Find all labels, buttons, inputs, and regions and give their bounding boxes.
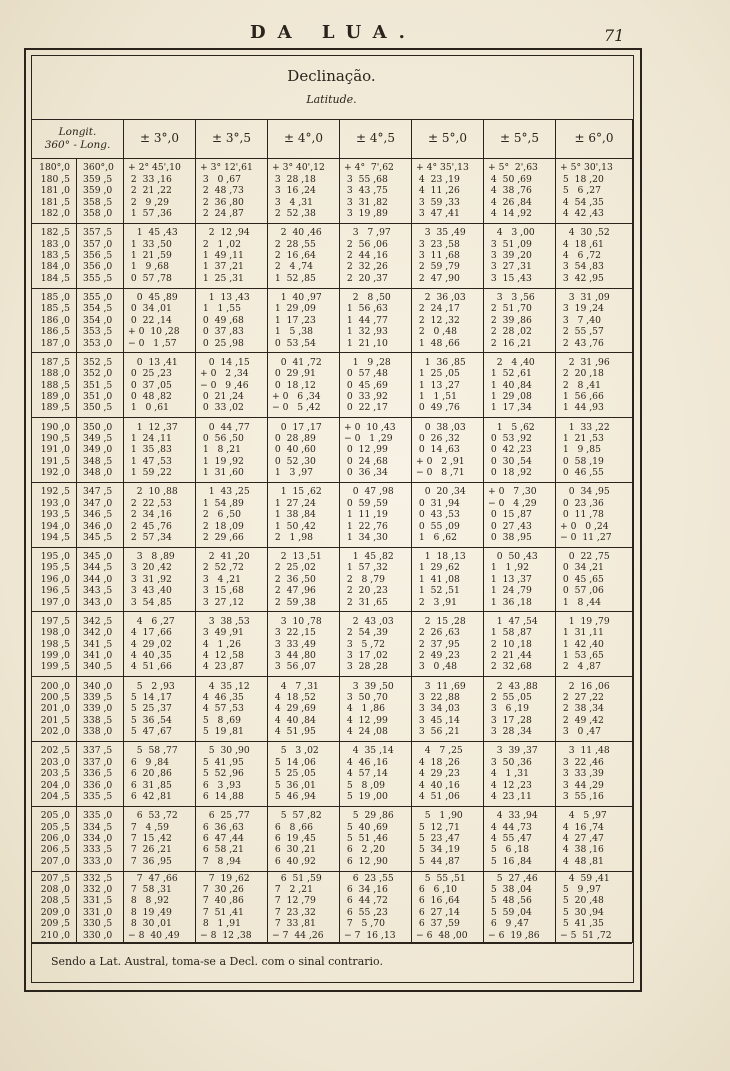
table-row [32, 612, 633, 677]
page-number: 71 [604, 26, 625, 45]
lat-header: ± 4°,5 [340, 120, 412, 159]
table-subtitle: Latitude. [306, 93, 357, 106]
declination-cell: 3 7 ,97 2 56 ,06 2 44 ,16 2 32 ,26 2 20 ,37 [340, 223, 412, 288]
footer-note: Sendo a Lat. Austral, toma-se a Decl. com o sinal contrario. [51, 955, 383, 968]
table-row [32, 159, 633, 224]
running-title: DA LUA. [250, 22, 417, 43]
declination-cell: 3 39 ,37 3 50 ,36 4 1 ,31 4 12 ,23 4 23 ,11 [484, 742, 556, 807]
longitude-complement-cell: 350 ,0 349 ,5 349 ,0 348 ,5 348 ,0 [77, 418, 124, 483]
declination-cell: 4 7 ,25 4 18 ,26 4 29 ,23 4 40 ,16 4 51 ,06 [412, 742, 484, 807]
declination-cell: 3 38 ,53 3 49 ,91 4 1 ,26 4 12 ,58 4 23 ,87 [196, 612, 268, 677]
declination-cell: 2 31 ,96 2 20 ,18 2 8 ,41 1 56 ,66 1 44 ,93 [556, 353, 633, 418]
declination-cell: 3 35 ,49 3 23 ,58 3 11 ,68 2 59 ,79 2 47 ,90 [412, 223, 484, 288]
longitude-cell: 187 ,5 188 ,0 188 ,5 189 ,0 189 ,5 [32, 353, 77, 418]
table-row [32, 288, 633, 353]
header-row [32, 120, 633, 159]
declination-cell: 4 5 ,97 4 16 ,74 4 27 ,47 4 38 ,16 4 48 ,81 [556, 806, 633, 871]
declination-cell: 2 43 ,88 2 55 ,05 3 6 ,19 3 17 ,28 3 28 ,34 [484, 677, 556, 742]
declination-cell: 2 36 ,03 2 24 ,17 2 12 ,32 2 0 ,48 1 48 ,66 [412, 288, 484, 353]
longitude-complement-cell: 357 ,5 357 ,0 356 ,5 356 ,0 355 ,5 [77, 223, 124, 288]
declination-cell: + 5° 30',13 5 18 ,20 5 6 ,27 4 54 ,35 4 42 ,43 [556, 159, 633, 224]
longitude-cell: 200 ,0 200 ,5 201 ,0 201 ,5 202 ,0 [32, 677, 77, 742]
declination-cell: + 0 10 ,43 − 0 1 ,29 0 12 ,99 0 24 ,68 0 36 ,34 [340, 418, 412, 483]
declination-cell: 4 33 ,94 4 44 ,73 4 55 ,47 5 6 ,18 5 16 ,84 [484, 806, 556, 871]
declination-cell: 5 58 ,77 6 9 ,84 6 20 ,86 6 31 ,85 6 42 ,81 [124, 742, 196, 807]
declination-cell: + 2° 45',10 2 33 ,16 2 21 ,22 2 9 ,29 1 57 ,36 [124, 159, 196, 224]
declination-table [31, 119, 633, 943]
declination-cell: 6 25 ,77 6 36 ,63 6 47 ,44 6 58 ,21 7 8 ,94 [196, 806, 268, 871]
declination-cell: 2 13 ,51 2 25 ,02 2 36 ,50 2 47 ,96 2 59 ,38 [268, 547, 340, 612]
longitude-complement-cell: 342 ,5 342 ,0 341 ,5 341 ,0 340 ,5 [77, 612, 124, 677]
declination-cell: 5 1 ,90 5 12 ,71 5 23 ,47 5 34 ,19 5 44 ,87 [412, 806, 484, 871]
declination-cell: 3 39 ,50 3 50 ,70 4 1 ,86 4 12 ,99 4 24 ,08 [340, 677, 412, 742]
declination-cell: 1 15 ,62 1 27 ,24 1 38 ,84 1 50 ,42 2 1 ,98 [268, 482, 340, 547]
longitude-complement-cell: 347 ,5 347 ,0 346 ,5 346 ,0 345 ,5 [77, 482, 124, 547]
longitude-complement-cell: 340 ,0 339 ,5 339 ,0 338 ,5 338 ,0 [77, 677, 124, 742]
table-row [32, 482, 633, 547]
table-row [32, 223, 633, 288]
lat-header: ± 5°,5 [484, 120, 556, 159]
longitude-header: Longit. 360° - Long. [32, 120, 124, 159]
declination-cell: 1 47 ,54 1 58 ,87 2 10 ,18 2 21 ,44 2 32 ,68 [484, 612, 556, 677]
table-row [32, 547, 633, 612]
declination-cell: 3 10 ,78 3 22 ,15 3 33 ,49 3 44 ,80 3 56 ,07 [268, 612, 340, 677]
longitude-complement-cell: 352 ,5 352 ,0 351 ,5 351 ,0 350 ,5 [77, 353, 124, 418]
declination-cell: + 4° 35',13 4 23 ,19 4 11 ,26 3 59 ,33 3 47 ,41 [412, 159, 484, 224]
table-title: Declinação. [287, 67, 376, 85]
declination-cell: 0 45 ,89 0 34 ,01 0 22 ,14 + 0 10 ,28 − 0 1 ,57 [124, 288, 196, 353]
declination-cell: 1 45 ,43 1 33 ,50 1 21 ,59 1 9 ,68 0 57 ,78 [124, 223, 196, 288]
declination-cell: 0 14 ,15 + 0 2 ,34 − 0 9 ,46 0 21 ,24 0 33 ,02 [196, 353, 268, 418]
table-row [32, 353, 633, 418]
declination-cell: 6 23 ,55 6 34 ,16 6 44 ,72 6 55 ,23 7 5 ,70 − 7 16 ,13 [340, 871, 412, 942]
declination-cell: 1 40 ,97 1 29 ,09 1 17 ,23 1 5 ,38 0 53 ,54 [268, 288, 340, 353]
declination-cell: 5 29 ,86 5 40 ,69 5 51 ,46 6 2 ,20 6 12 ,90 [340, 806, 412, 871]
longitude-cell: 205 ,0 205 ,5 206 ,0 206 ,5 207 ,0 [32, 806, 77, 871]
declination-cell: 3 3 ,56 2 51 ,70 2 39 ,86 2 28 ,02 2 16 ,21 [484, 288, 556, 353]
longitude-cell: 180°,0 180 ,5 181 ,0 181 ,5 182 ,0 [32, 159, 77, 224]
declination-cell: 0 41 ,72 0 29 ,91 0 18 ,12 + 0 6 ,34 − 0 5 ,42 [268, 353, 340, 418]
declination-cell: + 4° 7',62 3 55 ,68 3 43 ,75 3 31 ,82 3 19 ,89 [340, 159, 412, 224]
declination-cell: 1 45 ,82 1 57 ,32 2 8 ,79 2 20 ,23 2 31 ,65 [340, 547, 412, 612]
declination-cell: 2 8 ,50 1 56 ,63 1 44 ,77 1 32 ,93 1 21 ,10 [340, 288, 412, 353]
longitude-cell: 197 ,5 198 ,0 198 ,5 199 ,0 199 ,5 [32, 612, 77, 677]
declination-cell: 0 20 ,34 0 31 ,94 0 43 ,53 0 55 ,09 1 6 ,62 [412, 482, 484, 547]
declination-cell: + 0 7 ,30 − 0 4 ,29 0 15 ,87 0 27 ,43 0 38 ,95 [484, 482, 556, 547]
declination-cell: 1 43 ,25 1 54 ,89 2 6 ,50 2 18 ,09 2 29 ,66 [196, 482, 268, 547]
declination-cell: 4 3 ,00 3 51 ,09 3 39 ,20 3 27 ,31 3 15 ,43 [484, 223, 556, 288]
declination-cell: 4 35 ,14 4 46 ,16 4 57 ,14 5 8 ,09 5 19 ,00 [340, 742, 412, 807]
declination-cell: 3 11 ,48 3 22 ,46 3 33 ,39 3 44 ,29 3 55 ,16 [556, 742, 633, 807]
longitude-complement-cell: 335 ,0 334 ,5 334 ,0 333 ,5 333 ,0 [77, 806, 124, 871]
longitude-cell: 182 ,5 183 ,0 183 ,5 184 ,0 184 ,5 [32, 223, 77, 288]
declination-cell: 0 50 ,43 1 1 ,92 1 13 ,37 1 24 ,79 1 36 ,18 [484, 547, 556, 612]
longitude-cell: 207 ,5 208 ,0 208 ,5 209 ,0 209 ,5 210 ,0 [32, 871, 77, 942]
declination-cell: 4 59 ,41 5 9 ,97 5 20 ,48 5 30 ,94 5 41 ,35 − 5 51 ,72 [556, 871, 633, 942]
declination-cell: 2 43 ,03 2 54 ,39 3 5 ,72 3 17 ,02 3 28 ,28 [340, 612, 412, 677]
lat-header: ± 3°,0 [124, 120, 196, 159]
declination-cell: 1 5 ,62 0 53 ,92 0 42 ,23 0 30 ,54 0 18 ,92 [484, 418, 556, 483]
longitude-complement-cell: 360°,0 359 ,5 359 ,0 358 ,5 358 ,0 [77, 159, 124, 224]
longitude-cell: 202 ,5 203 ,0 203 ,5 204 ,0 204 ,5 [32, 742, 77, 807]
declination-cell: 4 7 ,31 4 18 ,52 4 29 ,69 4 40 ,84 4 51 ,95 [268, 677, 340, 742]
declination-cell: 1 12 ,37 1 24 ,11 1 35 ,83 1 47 ,53 1 59 ,22 [124, 418, 196, 483]
declination-cell: 2 4 ,40 1 52 ,61 1 40 ,84 1 29 ,08 1 17 ,34 [484, 353, 556, 418]
declination-cell: 3 31 ,09 3 19 ,24 3 7 ,40 2 55 ,57 2 43 ,76 [556, 288, 633, 353]
declination-cell: 0 44 ,77 0 56 ,50 1 8 ,21 1 19 ,92 1 31 ,60 [196, 418, 268, 483]
declination-cell: 2 16 ,06 2 27 ,22 2 38 ,34 2 49 ,42 3 0 ,47 [556, 677, 633, 742]
declination-cell: 5 30 ,90 5 41 ,95 5 52 ,96 6 3 ,93 6 14 ,88 [196, 742, 268, 807]
table-row [32, 871, 633, 942]
declination-cell: 3 8 ,89 3 20 ,42 3 31 ,92 3 43 ,40 3 54 ,85 [124, 547, 196, 612]
table-row [32, 677, 633, 742]
declination-cell: 4 6 ,27 4 17 ,66 4 29 ,02 4 40 ,35 4 51 ,66 [124, 612, 196, 677]
declination-cell: 0 13 ,41 0 25 ,23 0 37 ,05 0 48 ,82 1 0 ,61 [124, 353, 196, 418]
declination-cell: 7 47 ,66 7 58 ,31 8 8 ,92 8 19 ,49 8 30 ,01 − 8 40 ,49 [124, 871, 196, 942]
longitude-complement-cell: 337 ,5 337 ,0 336 ,5 336 ,0 335 ,5 [77, 742, 124, 807]
declination-cell: 7 19 ,62 7 30 ,26 7 40 ,86 7 51 ,41 8 1 ,91 − 8 12 ,38 [196, 871, 268, 942]
lat-header: ± 3°,5 [196, 120, 268, 159]
declination-cell: 5 55 ,51 6 6 ,10 6 16 ,64 6 27 ,14 6 37 ,59 − 6 48 ,00 [412, 871, 484, 942]
declination-cell: 6 53 ,72 7 4 ,59 7 15 ,42 7 26 ,21 7 36 ,95 [124, 806, 196, 871]
longitude-cell: 192 ,5 193 ,0 193 ,5 194 ,0 194 ,5 [32, 482, 77, 547]
declination-cell: 1 13 ,43 1 1 ,55 0 49 ,68 0 37 ,83 0 25 ,98 [196, 288, 268, 353]
declination-cell: 1 36 ,85 1 25 ,05 1 13 ,27 1 1 ,51 0 49 ,76 [412, 353, 484, 418]
declination-cell: 1 19 ,79 1 31 ,11 1 42 ,40 1 53 ,65 2 4 ,87 [556, 612, 633, 677]
declination-cell: 4 35 ,12 4 46 ,35 4 57 ,53 5 8 ,69 5 19 ,81 [196, 677, 268, 742]
footer [31, 943, 632, 982]
declination-cell: + 5° 2',63 4 50 ,69 4 38 ,76 4 26 ,84 4 14 ,92 [484, 159, 556, 224]
longitude-complement-cell: 355 ,0 354 ,5 354 ,0 353 ,5 353 ,0 [77, 288, 124, 353]
declination-cell: + 3° 12',61 3 0 ,67 2 48 ,73 2 36 ,80 2 24 ,87 [196, 159, 268, 224]
declination-cell: 2 15 ,28 2 26 ,63 2 37 ,95 2 49 ,23 3 0 ,48 [412, 612, 484, 677]
declination-cell: 0 47 ,98 0 59 ,59 1 11 ,19 1 22 ,76 1 34 ,30 [340, 482, 412, 547]
declination-cell: 4 30 ,52 4 18 ,61 4 6 ,72 3 54 ,83 3 42 ,95 [556, 223, 633, 288]
declination-cell: 2 41 ,20 2 52 ,72 3 4 ,21 3 15 ,68 3 27 ,12 [196, 547, 268, 612]
declination-cell: 1 9 ,28 0 57 ,48 0 45 ,69 0 33 ,92 0 22 ,17 [340, 353, 412, 418]
declination-cell: 6 51 ,59 7 2 ,21 7 12 ,79 7 23 ,32 7 33 ,81 − 7 44 ,26 [268, 871, 340, 942]
lat-header: ± 6°,0 [556, 120, 633, 159]
declination-cell: 0 22 ,75 0 34 ,21 0 45 ,65 0 57 ,06 1 8 ,44 [556, 547, 633, 612]
declination-cell: 2 10 ,88 2 22 ,53 2 34 ,16 2 45 ,76 2 57 ,34 [124, 482, 196, 547]
longitude-complement-cell: 332 ,5 332 ,0 331 ,5 331 ,0 330 ,5 330 ,0 [77, 871, 124, 942]
declination-cell: 5 2 ,93 5 14 ,17 5 25 ,37 5 36 ,54 5 47 ,67 [124, 677, 196, 742]
declination-cell: + 3° 40',12 3 28 ,18 3 16 ,24 3 4 ,31 2 52 ,38 [268, 159, 340, 224]
declination-cell: 5 57 ,82 6 8 ,66 6 19 ,45 6 30 ,21 6 40 ,92 [268, 806, 340, 871]
longitude-complement-cell: 345 ,0 344 ,5 344 ,0 343 ,5 343 ,0 [77, 547, 124, 612]
declination-cell: 1 18 ,13 1 29 ,62 1 41 ,08 1 52 ,51 2 3 ,91 [412, 547, 484, 612]
declination-cell: 2 40 ,46 2 28 ,55 2 16 ,64 2 4 ,74 1 52 ,85 [268, 223, 340, 288]
table-row [32, 742, 633, 807]
declination-cell: 0 34 ,95 0 23 ,36 0 11 ,78 + 0 0 ,24 − 0 11 ,27 [556, 482, 633, 547]
page-header [0, 22, 730, 50]
declination-cell: 0 17 ,17 0 28 ,89 0 40 ,60 0 52 ,30 1 3 ,97 [268, 418, 340, 483]
table-row [32, 806, 633, 871]
declination-cell: 1 33 ,22 1 21 ,53 1 9 ,85 0 58 ,19 0 46 ,55 [556, 418, 633, 483]
lat-header: ± 4°,0 [268, 120, 340, 159]
longitude-cell: 190 ,0 190 ,5 191 ,0 191 ,5 192 ,0 [32, 418, 77, 483]
longitude-cell: 195 ,0 195 ,5 196 ,0 196 ,5 197 ,0 [32, 547, 77, 612]
declination-cell: 5 27 ,46 5 38 ,04 5 48 ,56 5 59 ,04 6 9 ,47 − 6 19 ,86 [484, 871, 556, 942]
declination-cell: 0 38 ,03 0 26 ,32 0 14 ,63 + 0 2 ,91 − 0 8 ,71 [412, 418, 484, 483]
declination-cell: 2 12 ,94 2 1 ,02 1 49 ,11 1 37 ,21 1 25 ,31 [196, 223, 268, 288]
declination-cell: 5 3 ,02 5 14 ,06 5 25 ,05 5 36 ,01 5 46 ,94 [268, 742, 340, 807]
declination-cell: 3 11 ,69 3 22 ,88 3 34 ,03 3 45 ,14 3 56 ,21 [412, 677, 484, 742]
longitude-cell: 185 ,0 185 ,5 186 ,0 186 ,5 187 ,0 [32, 288, 77, 353]
lat-header: ± 5°,0 [412, 120, 484, 159]
table-heading [31, 55, 632, 119]
table-row [32, 418, 633, 483]
